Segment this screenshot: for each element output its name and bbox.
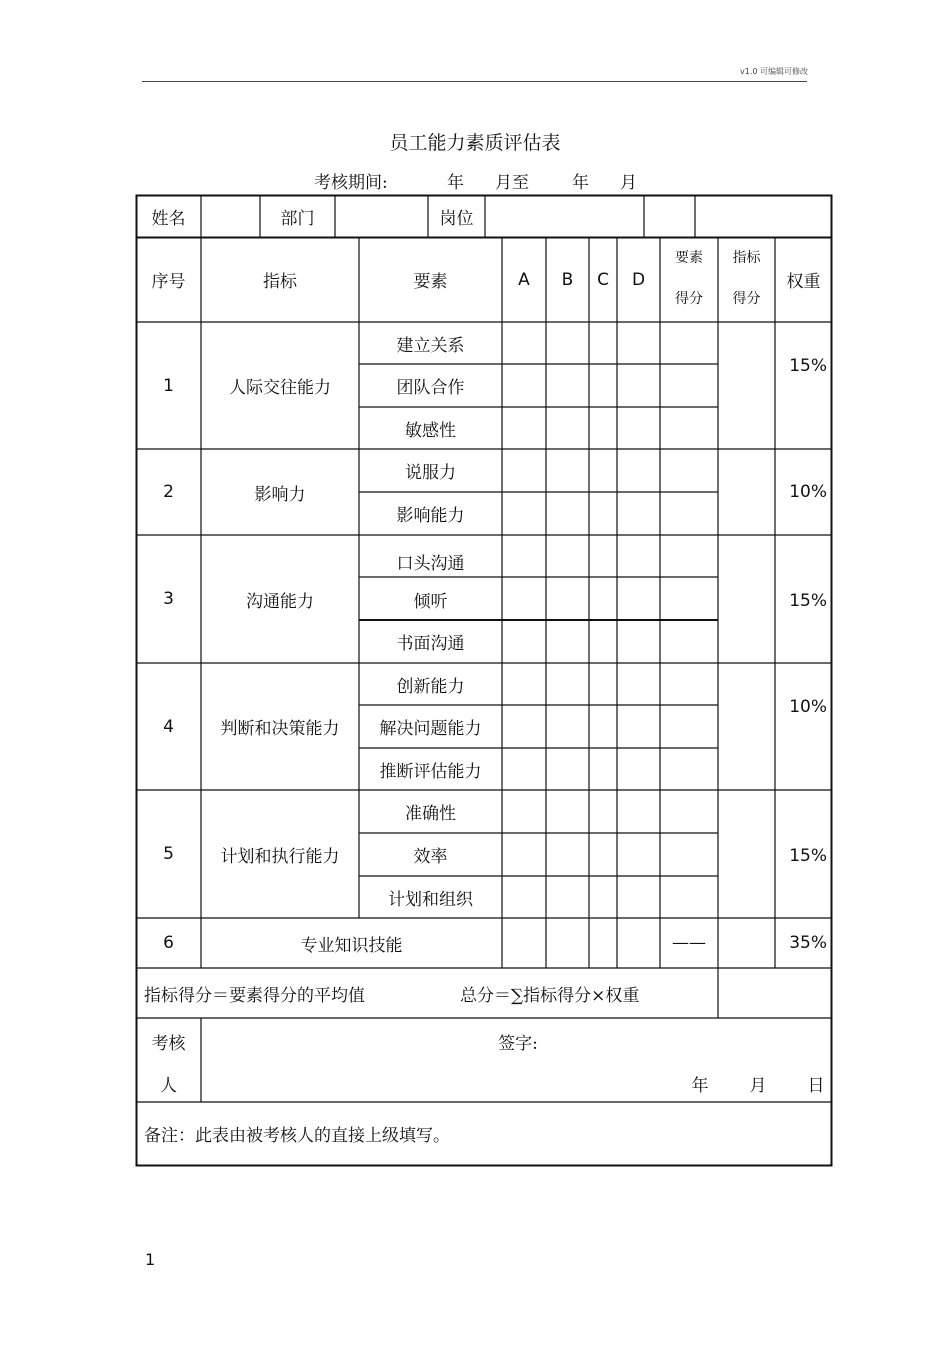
sign-month: 月 <box>749 1075 767 1096</box>
remark-text: 备注：此表由被考核人的直接上级填写。 <box>144 1126 450 1146</box>
row-weight: 35% <box>789 933 827 953</box>
sign-day: 日 <box>807 1075 825 1096</box>
signature-label: 签字: <box>498 1033 538 1054</box>
name-field[interactable] <box>201 195 260 237</box>
element-label: 计划和组织 <box>388 889 473 910</box>
element-label: 倾听 <box>413 592 448 612</box>
element-label: 效率 <box>413 847 448 867</box>
col-a: A <box>518 269 530 290</box>
row-indicator: 专业知识技能 <box>300 935 403 956</box>
period-year1: 年 <box>447 173 464 193</box>
version-note: v1.0 可编辑可修改 <box>740 67 808 76</box>
period-year2: 年 <box>572 173 589 193</box>
element-label: 准确性 <box>405 804 456 824</box>
col-c: C <box>597 269 609 290</box>
reviewer-label-line1: 考核 <box>151 1033 186 1054</box>
element-label: 建立关系 <box>396 335 465 356</box>
element-label: 书面沟通 <box>396 634 465 654</box>
element-label: 敏感性 <box>405 420 456 441</box>
row-weight: 15% <box>789 356 827 376</box>
total-score-field[interactable] <box>718 968 832 1018</box>
col-seq: 序号 <box>151 272 186 292</box>
col-element: 要素 <box>413 272 448 292</box>
formula-indicator-score: 指标得分＝要素得分的平均值 <box>144 985 365 1006</box>
row-weight: 15% <box>789 846 827 866</box>
row-weight: 10% <box>789 697 827 717</box>
page-title: 员工能力素质评估表 <box>389 132 561 154</box>
row-seq: 5 <box>163 844 174 864</box>
row-seq: 6 <box>163 933 174 953</box>
row-indicator: 计划和执行能力 <box>220 846 340 867</box>
col-d: D <box>631 269 646 290</box>
element-label: 影响能力 <box>396 506 465 526</box>
element-label: 说服力 <box>405 463 456 483</box>
row-seq: 1 <box>163 375 174 396</box>
element-label: 推断评估能力 <box>379 761 482 782</box>
sign-year: 年 <box>691 1075 709 1096</box>
col-weight: 权重 <box>786 272 821 292</box>
element-label: 口头沟通 <box>396 553 465 574</box>
post-label: 岗位 <box>439 208 474 229</box>
col-ind-score-line2: 得分 <box>732 291 761 307</box>
row6-elem-score: —— <box>672 933 706 953</box>
page-number: 1 <box>145 1250 156 1269</box>
reviewer-label-line2: 人 <box>160 1075 177 1096</box>
dept-label: 部门 <box>280 208 315 229</box>
formula-total-score: 总分＝∑指标得分×权重 <box>460 985 640 1006</box>
col-elem-score-line2: 得分 <box>675 291 703 307</box>
row-seq: 3 <box>163 589 174 609</box>
row-indicator: 判断和决策能力 <box>220 719 340 739</box>
dept-field[interactable] <box>335 195 428 237</box>
post-field[interactable] <box>485 195 644 237</box>
row-weight: 15% <box>789 591 827 611</box>
element-label: 创新能力 <box>396 676 465 697</box>
period-label: 考核期间: <box>314 173 388 193</box>
row-weight: 10% <box>789 482 827 502</box>
col-b: B <box>561 269 574 290</box>
name-label: 姓名 <box>151 208 186 229</box>
row-indicator: 影响力 <box>254 484 306 505</box>
row-seq: 2 <box>163 482 174 502</box>
col-elem-score-line1: 要素 <box>675 250 703 266</box>
col-indicator: 指标 <box>263 272 297 292</box>
col-ind-score-line1: 指标 <box>732 250 761 266</box>
row-indicator: 沟通能力 <box>246 591 314 612</box>
element-label: 解决问题能力 <box>379 719 482 739</box>
row-indicator: 人际交往能力 <box>229 378 331 398</box>
element-label: 团队合作 <box>396 378 465 398</box>
period-month2: 月 <box>620 173 637 193</box>
row-seq: 4 <box>163 716 174 737</box>
period-month1-to: 月至 <box>495 173 529 193</box>
